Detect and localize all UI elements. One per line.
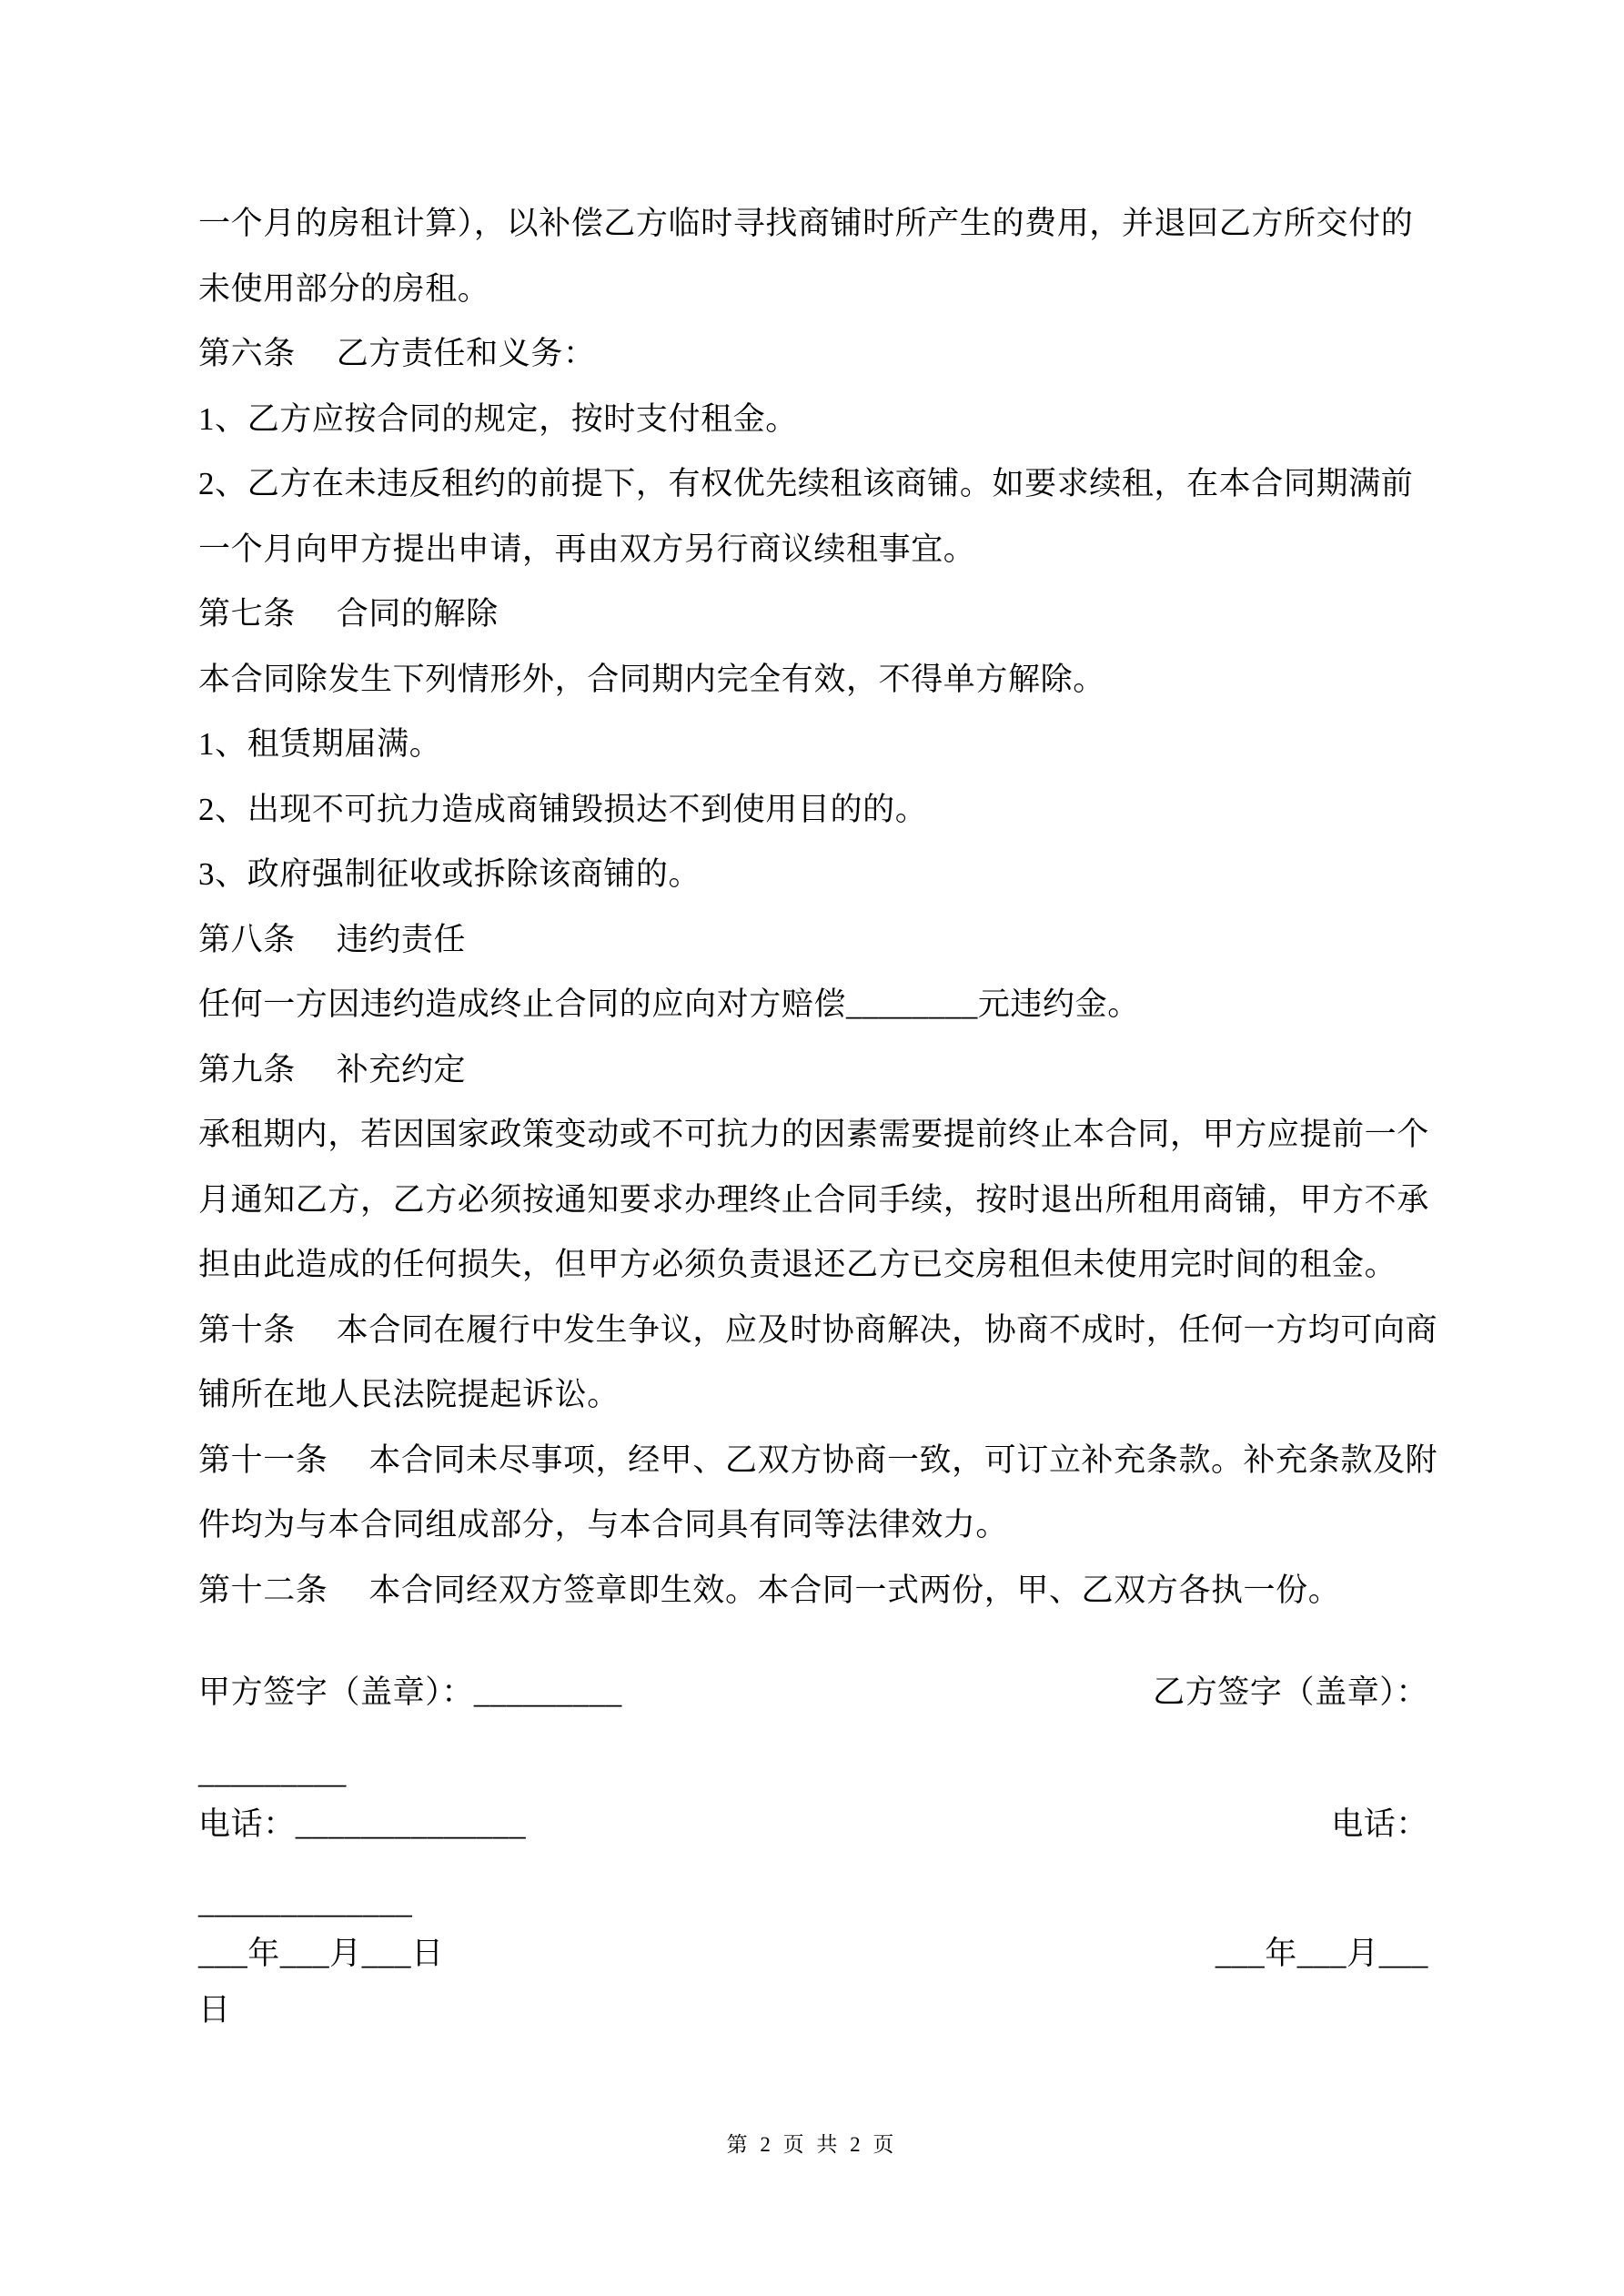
party-b-date: ___年___月___ [1215, 1936, 1428, 1971]
party-b-signature-label: 乙方签字（盖章）： [1153, 1674, 1428, 1710]
party-b-signature-blank: _________ [198, 1755, 347, 1790]
body-line: 承租期内，若因国家政策变动或不可抗力的因素需要提前终止本合同，甲方应提前一个 [198, 1117, 1429, 1152]
signature-row [198, 1660, 1428, 1725]
party-b-date-wrapped-day: 日 [198, 1992, 231, 2028]
body-line: 1、乙方应按合同的规定，按时支付租金。 [198, 400, 798, 437]
contract-body [198, 191, 1438, 1623]
clause-heading-12: 第十二条 本合同经双方签章即生效。本合同一式两份，甲、乙双方各执一份。 [198, 1572, 1341, 1608]
clause-heading-7: 第七条 合同的解除 [198, 596, 499, 632]
party-a-signature-label: 甲方签字（盖章）： [198, 1674, 474, 1710]
clause-heading-10: 第十条 本合同在履行中发生争议，应及时协商解决，协商不成时，任何一方均可向商 [198, 1311, 1438, 1348]
page-number: 第 2 页 共 2 页 [726, 2133, 898, 2156]
party-b-phone-blank: _____________ [198, 1885, 413, 1920]
phone-row [198, 1792, 1428, 1857]
date-row [198, 1977, 1428, 2043]
body-line: 3、政府强制征收或拆除该商铺的。 [198, 856, 701, 892]
party-a-date: ___年___月___日 [198, 1936, 444, 1971]
body-line-with-blank: 任何一方因违约造成终止合同的应向对方赔偿________元违约金。 [198, 986, 1140, 1022]
body-line: 1、租赁期届满。 [198, 726, 442, 762]
body-line: 2、乙方在未违反租约的前提下，有权优先续租该商铺。如要求续租，在本合同期满前 [198, 466, 1414, 501]
party-a-phone-label: 电话： [198, 1806, 296, 1842]
body-line: 一个月向甲方提出申请，再由双方另行商议续租事宜。 [198, 531, 976, 567]
party-a-phone-blank: ______________ [295, 1806, 527, 1842]
body-line: 担由此造成的任何损失，但甲方必须负责退还乙方已交房租但未使用完时间的租金。 [198, 1247, 1397, 1282]
party-b-phone-label: 电话： [1331, 1806, 1428, 1842]
clause-heading-11: 第十一条 本合同未尽事项，经甲、乙双方协商一致，可订立补充条款。补充条款及附 [198, 1441, 1438, 1478]
clause-heading-8: 第八条 违约责任 [198, 921, 467, 957]
body-line: 未使用部分的房租。 [198, 270, 490, 307]
body-line: 铺所在地人民法院提起诉讼。 [198, 1377, 620, 1412]
body-line: 一个月的房租计算），以补偿乙方临时寻找商铺时所产生的费用，并退回乙方所交付的 [198, 206, 1414, 241]
body-line: 件均为与本合同组成部分，与本合同具有同等法律效力。 [198, 1507, 1009, 1542]
party-a-signature-blank: _________ [473, 1674, 622, 1710]
clause-heading-6: 第六条 乙方责任和义务： [198, 336, 596, 371]
clause-heading-9: 第九条 补充约定 [198, 1051, 467, 1087]
body-line: 2、出现不可抗力造成商铺毁损达不到使用目的的。 [198, 791, 928, 827]
body-line: 月通知乙方，乙方必须按通知要求办理终止合同手续，按时退出所租用商铺，甲方不承 [198, 1181, 1429, 1218]
body-line: 本合同除发生下列情形外，合同期内完全有效，不得单方解除。 [198, 661, 1105, 697]
